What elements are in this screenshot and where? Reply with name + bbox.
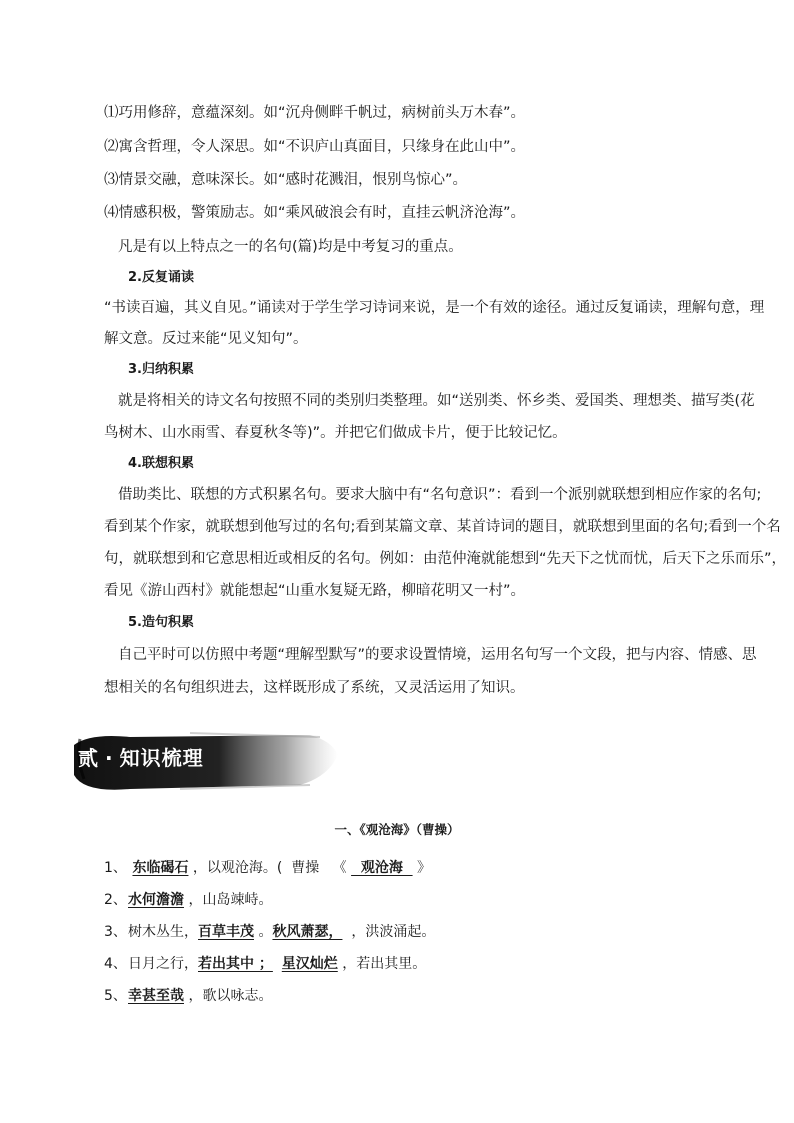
question-text: ，歌以咏志。 (184, 988, 273, 1004)
paragraph-line: 解文意。反过来能“见义知句”。 (104, 331, 308, 347)
question-text: 》 (412, 860, 432, 876)
banner-numeral: 贰 (78, 746, 99, 770)
question-number: 2、 (104, 892, 127, 908)
heading-repeated-reading: 2.反复诵读 (128, 270, 194, 285)
answer-blank: 若出其中 ； (198, 956, 273, 972)
paragraph-line: 借助类比、联想的方式积累名句。要求大脑中有“名句意识”：看到一个派别就联想到相应作家的名句; (118, 487, 762, 503)
feature-2: ⑵寓含哲理，令人深思。如“不识庐山真面目，只缘身在此山中”。 (104, 139, 526, 155)
feature-4: ⑷情感积极，警策励志。如“乘风破浪会有时，直挂云帆济沧海”。 (104, 205, 526, 221)
heading-categorize: 3.归纳积累 (128, 362, 194, 377)
answer-blank: 水何澹澹 (128, 892, 184, 908)
question-number: 5、 (104, 988, 127, 1004)
feature-3: ⑶情景交融，意味深长。如“感时花溅泪，恨别鸟惊心”。 (104, 172, 468, 188)
question-text: 日月之行， (128, 956, 198, 972)
question-text: ，以观沧海。( 曹操 《 (188, 860, 352, 876)
question-item (104, 985, 272, 1005)
question-item (104, 857, 431, 877)
heading-sentence-making: 5.造句积累 (128, 615, 194, 630)
question-item (104, 953, 426, 973)
features-summary: 凡是有以上特点之一的名句(篇)均是中考复习的重点。 (118, 239, 463, 255)
question-text: 。 (254, 924, 273, 940)
answer-blank: 星汉灿烂 (281, 956, 338, 972)
paragraph-line: 看到某个作家，就联想到他写过的名句;看到某篇文章、某首诗词的题目，就联想到里面的名句;看到一个名 (104, 519, 781, 535)
banner-title-text: 知识梳理 (119, 746, 204, 770)
answer-blank: 幸甚至哉 (128, 988, 184, 1004)
question-item (104, 889, 272, 909)
paragraph-line: 鸟树木、山水雨雪、春夏秋冬等)”。并把它们做成卡片，便于比较记忆。 (104, 425, 567, 441)
heading-association: 4.联想积累 (128, 456, 194, 471)
paragraph-line: 自己平时可以仿照中考题“理解型默写”的要求设置情境，运用名句写一个文段，把与内容、情感、思 (118, 647, 757, 663)
feature-1: ⑴巧用修辞，意蕴深刻。如“沉舟侧畔千帆过，病树前头万木春”。 (104, 105, 526, 121)
question-text: ，山岛竦峙。 (184, 892, 273, 908)
question-text (273, 956, 282, 972)
question-text: ，若出其里。 (337, 956, 427, 972)
paragraph-line: “书读百遍，其义自见。”诵读对于学生学习诗词来说，是一个有效的途径。通过反复诵读，理解句意，理 (104, 300, 765, 316)
paragraph-line: 句，就联想到和它意思相近或相反的名句。例如：由范仲淹就能想到“先天下之忧而忧，后天下之乐而乐”， (104, 551, 787, 567)
answer-blank: 百草丰茂 (198, 924, 254, 940)
answer-blank: 东临碣石 (132, 860, 189, 876)
section-title: 一、《观沧海》（曹操） (334, 822, 460, 837)
question-number: 3、 (104, 924, 127, 940)
question-number: 1、 (104, 860, 127, 876)
banner-dot: · (105, 746, 114, 770)
paragraph-line: 想相关的名句组织进去，这样既形成了系统，又灵活运用了知识。 (104, 680, 525, 696)
paragraph-line: 看见《游山西村》就能想起“山重水复疑无路，柳暗花明又一村”。 (104, 583, 526, 599)
question-text: 树木丛生， (128, 924, 198, 940)
question-number: 4、 (104, 956, 127, 972)
question-text: ，洪波涌起。 (342, 924, 436, 940)
answer-blank: 秋风萧瑟， (272, 924, 343, 940)
question-item (104, 921, 435, 941)
paragraph-line: 就是将相关的诗文名句按照不同的类别归类整理。如“送别类、怀乡类、爱国类、理想类、描写类(花 (118, 393, 755, 409)
banner-title (78, 742, 204, 771)
answer-blank: 观沧海 (351, 860, 413, 876)
